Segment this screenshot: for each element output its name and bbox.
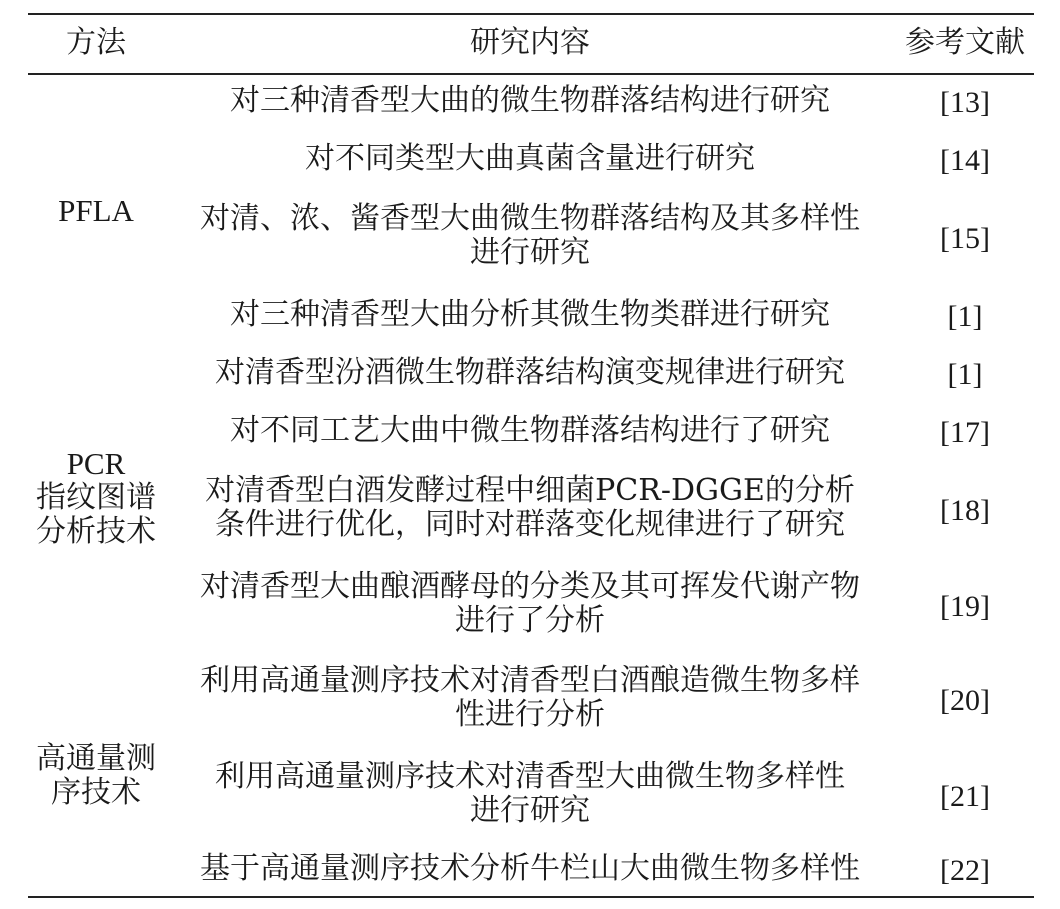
content-line: 进行了分析: [455, 603, 605, 638]
content-line: 对清香型汾酒微生物群落结构演变规律进行研究: [215, 355, 845, 390]
top-rule: [28, 13, 1034, 15]
table-row-ref: [14]: [940, 144, 990, 177]
method-cell-pcr: [28, 447, 164, 549]
table-row-content: [164, 356, 896, 390]
method-line: 分析技术: [36, 514, 156, 549]
content-line: 对三种清香型大曲分析其微生物类群进行研究: [230, 297, 830, 332]
method-line: PFLA: [58, 193, 134, 228]
method-cell-hts: [28, 742, 164, 810]
table-row-ref: [21]: [940, 780, 990, 813]
table-row-content: [164, 298, 896, 332]
content-line: 基于高通量测序技术分析牛栏山大曲微生物多样性: [200, 851, 860, 886]
table-row-ref: [1]: [947, 358, 983, 391]
content-line: 对清香型白酒发酵过程中细菌PCR-DGGE的分析: [205, 473, 855, 508]
method-line: 序技术: [51, 775, 141, 810]
table-row-content: [164, 664, 896, 732]
bottom-rule: [28, 896, 1034, 898]
method-cell-pfla: [28, 194, 164, 228]
method-line: 指纹图谱: [36, 480, 156, 515]
content-line: 利用高通量测序技术对清香型白酒酿造微生物多样: [200, 663, 860, 698]
content-line: 进行研究: [470, 793, 590, 828]
content-line: 性进行分析: [455, 697, 605, 732]
table-row-content: [164, 570, 896, 638]
header-method: 方法: [66, 25, 126, 60]
table-row-content: [164, 142, 896, 176]
table-row-ref: [15]: [940, 222, 990, 255]
content-line: 对不同类型大曲真菌含量进行研究: [305, 141, 755, 176]
table-row-ref: [13]: [940, 86, 990, 119]
table-row-content: [164, 202, 896, 270]
header-rule: [28, 73, 1034, 75]
table-row-content: [164, 852, 896, 886]
table-row-ref: [17]: [940, 416, 990, 449]
content-line: 对三种清香型大曲的微生物群落结构进行研究: [230, 83, 830, 118]
header-content: 研究内容: [470, 25, 590, 60]
table-row-content: [164, 414, 896, 448]
header-reference: 参考文献: [905, 26, 1025, 59]
table-row-content: [164, 84, 896, 118]
table-row-ref: [1]: [947, 300, 983, 333]
content-line: 对不同工艺大曲中微生物群落结构进行了研究: [230, 413, 830, 448]
content-line: 条件进行优化，同时对群落变化规律进行了研究: [215, 507, 845, 542]
content-line: 利用高通量测序技术对清香型大曲微生物多样性: [215, 759, 845, 794]
method-line: 高通量测: [36, 741, 156, 776]
table-row-ref: [22]: [940, 854, 990, 887]
table-row-ref: [19]: [940, 590, 990, 623]
content-line: 进行研究: [470, 235, 590, 270]
table-row-ref: [20]: [940, 684, 990, 717]
method-line: PCR: [66, 446, 126, 481]
table-row-content: [164, 474, 896, 542]
content-line: 对清香型大曲酿酒酵母的分类及其可挥发代谢产物: [200, 569, 860, 604]
table-row-content: [164, 760, 896, 828]
table-row-ref: [18]: [940, 494, 990, 527]
content-line: 对清、浓、酱香型大曲微生物群落结构及其多样性: [200, 201, 860, 236]
